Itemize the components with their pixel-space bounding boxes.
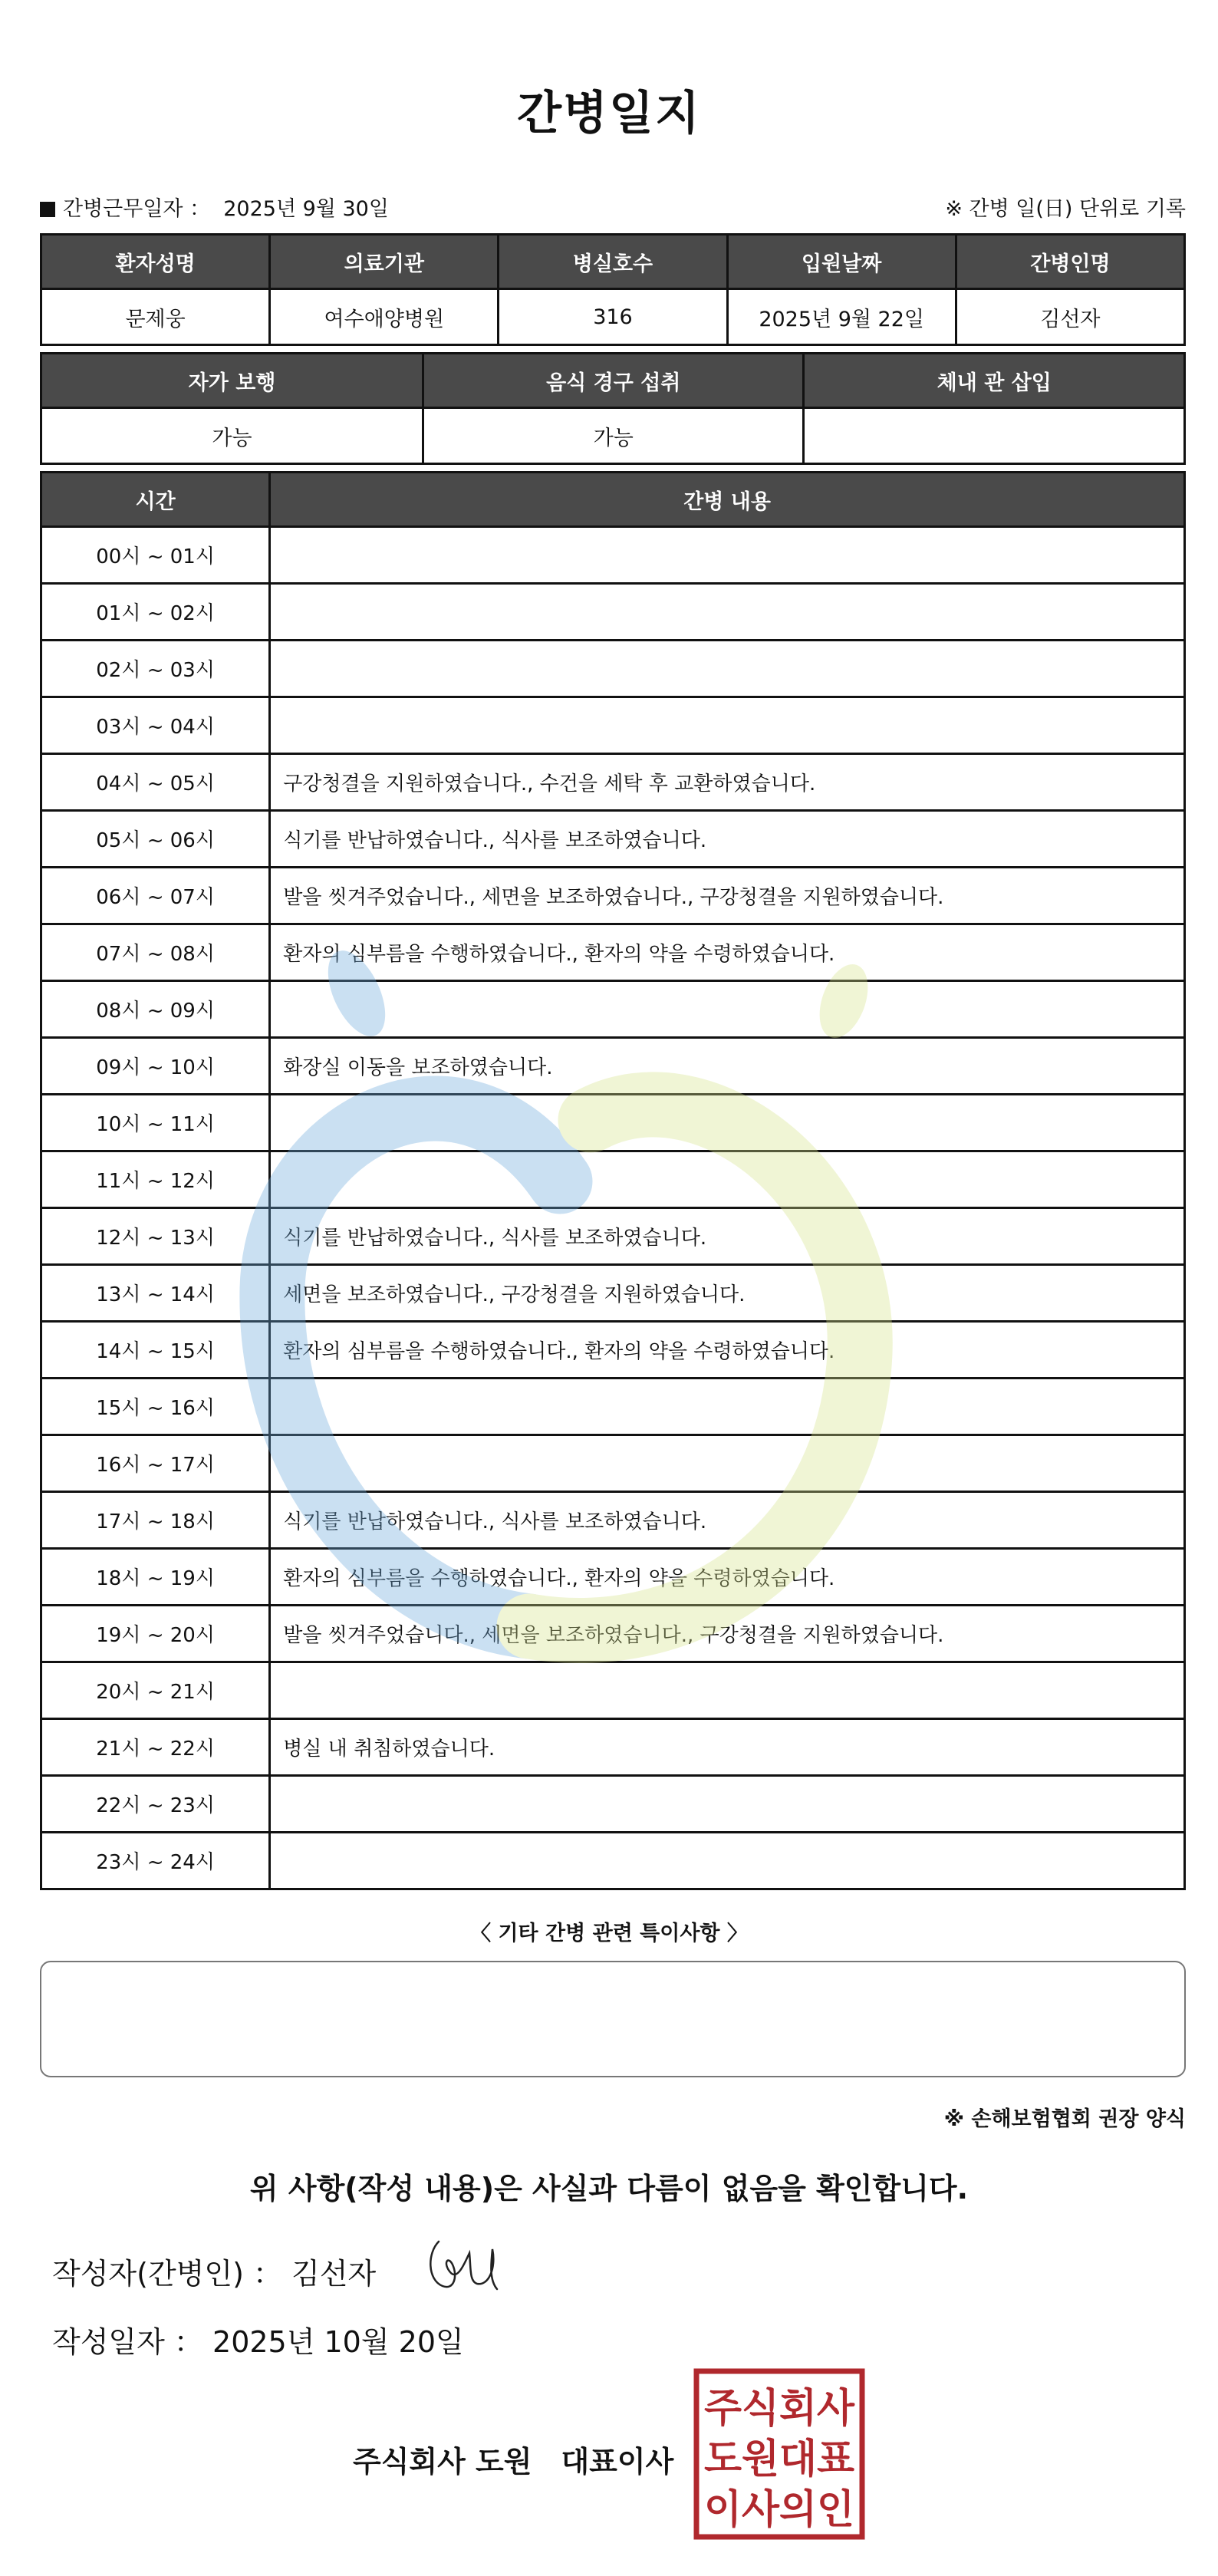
care-log-body: [41, 527, 1185, 1889]
care-content: 식기를 반납하였습니다., 식사를 보조하였습니다.: [270, 811, 1185, 868]
time-slot: 21시 ~ 22시: [41, 1719, 270, 1776]
care-content: 환자의 심부름을 수행하였습니다., 환자의 약을 수령하였습니다.: [270, 924, 1185, 981]
care-content: [270, 1662, 1185, 1719]
care-content: 발을 씻겨주었습니다., 세면을 보조하였습니다., 구강청결을 지원하였습니다.: [270, 868, 1185, 924]
care-content: 발을 씻겨주었습니다., 세면을 보조하였습니다., 구강청결을 지원하였습니다.: [270, 1606, 1185, 1662]
company-seal-stamp: [692, 2367, 867, 2541]
patient-status-table: [40, 352, 1186, 465]
work-date-label: 간병근무일자 ：: [63, 197, 211, 221]
table-row: [41, 754, 1185, 811]
signature-mark: [423, 2234, 508, 2295]
seal-line-3: 이사의인: [704, 2487, 854, 2533]
time-slot: 13시 ~ 14시: [41, 1265, 270, 1322]
time-slot: 23시 ~ 24시: [41, 1833, 270, 1889]
notes-title: 〈 기타 간병 관련 특이사항 〉: [470, 1922, 748, 1945]
care-content: [270, 1776, 1185, 1833]
table-row: [41, 1208, 1185, 1265]
care-log-table: [40, 471, 1186, 1890]
table-row: [41, 1435, 1185, 1492]
page-title: 간병일지: [517, 87, 701, 140]
table-row: [41, 811, 1185, 868]
care-content: 환자의 심부름을 수행하였습니다., 환자의 약을 수령하였습니다.: [270, 1322, 1185, 1379]
header-tube-insertion: 체내 관 삽입: [804, 354, 1185, 408]
time-slot: 00시 ~ 01시: [41, 527, 270, 584]
time-slot: 11시 ~ 12시: [41, 1151, 270, 1208]
square-bullet-icon: [40, 202, 55, 217]
care-content: 병실 내 취침하였습니다.: [270, 1719, 1185, 1776]
header-care-content: 간병 내용: [270, 473, 1185, 527]
care-content: 세면을 보조하였습니다., 구강청결을 지원하였습니다.: [270, 1265, 1185, 1322]
notes-box: [40, 1961, 1186, 2077]
oral-intake-value: 가능: [423, 408, 804, 464]
writer-name: 김선자: [291, 2257, 377, 2291]
table-row: [41, 1606, 1185, 1662]
time-slot: 03시 ~ 04시: [41, 697, 270, 754]
care-content: [270, 1151, 1185, 1208]
time-slot: 06시 ~ 07시: [41, 868, 270, 924]
care-content: [270, 1833, 1185, 1889]
table-row: [41, 584, 1185, 641]
table-row: [41, 1776, 1185, 1833]
table-row: [41, 1322, 1185, 1379]
table-row: [41, 924, 1185, 981]
record-note: ※ 간병 일(日) 단위로 기록: [945, 197, 1186, 221]
time-slot: 20시 ~ 21시: [41, 1662, 270, 1719]
time-slot: 07시 ~ 08시: [41, 924, 270, 981]
time-slot: 02시 ~ 03시: [41, 641, 270, 697]
header-self-walking: 자가 보행: [41, 354, 423, 408]
table-row: [41, 1265, 1185, 1322]
table-row: [41, 1379, 1185, 1435]
table-row: [41, 1833, 1185, 1889]
time-slot: 19시 ~ 20시: [41, 1606, 270, 1662]
table-row: [41, 1492, 1185, 1549]
table-row: [41, 641, 1185, 697]
time-slot: 08시 ~ 09시: [41, 981, 270, 1038]
table-row: [41, 1038, 1185, 1095]
confirmation-statement: 위 사항(작성 내용)은 사실과 다름이 없음을 확인합니다.: [249, 2172, 969, 2205]
patient-info-table: [40, 233, 1186, 346]
header-patient-name: 환자성명: [41, 235, 270, 289]
care-content: 화장실 이동을 보조하였습니다.: [270, 1038, 1185, 1095]
time-slot: 09시 ~ 10시: [41, 1038, 270, 1095]
time-slot: 14시 ~ 15시: [41, 1322, 270, 1379]
care-content: 환자의 심부름을 수행하였습니다., 환자의 약을 수령하였습니다.: [270, 1549, 1185, 1606]
tube-insertion-value: [804, 408, 1185, 464]
seal-line-1: 주식회사: [704, 2386, 855, 2432]
work-date: [40, 192, 389, 222]
table-row: [41, 1095, 1185, 1151]
table-row: [41, 1151, 1185, 1208]
header-hospital: 의료기관: [270, 235, 499, 289]
patient-name: 문제웅: [41, 289, 270, 345]
caregiver-name: 김선자: [956, 289, 1184, 345]
table-row: [41, 527, 1185, 584]
time-slot: 17시 ~ 18시: [41, 1492, 270, 1549]
table-row: [41, 1549, 1185, 1606]
header-oral-intake: 음식 경구 섭취: [423, 354, 804, 408]
hospital-name: 여수애양병원: [270, 289, 499, 345]
table-row: [41, 868, 1185, 924]
writer-label: 작성자(간병인) ：: [52, 2257, 282, 2291]
written-date-line: [52, 2318, 464, 2360]
seal-line-2: 도원대표: [704, 2436, 854, 2482]
company-representative: 주식회사 도원 대표이사: [353, 2445, 674, 2479]
header-room-number: 병실호수: [499, 235, 727, 289]
table-row: [41, 1719, 1185, 1776]
self-walking-value: 가능: [41, 408, 423, 464]
time-slot: 18시 ~ 19시: [41, 1549, 270, 1606]
time-slot: 05시 ~ 06시: [41, 811, 270, 868]
admission-date: 2025년 9월 22일: [727, 289, 956, 345]
care-content: [270, 1379, 1185, 1435]
care-content: [270, 1435, 1185, 1492]
care-content: [270, 527, 1185, 584]
time-slot: 22시 ~ 23시: [41, 1776, 270, 1833]
care-content: [270, 981, 1185, 1038]
care-content: 식기를 반납하였습니다., 식사를 보조하였습니다.: [270, 1492, 1185, 1549]
written-date-value: 2025년 10월 20일: [212, 2325, 464, 2359]
header-admission-date: 입원날짜: [727, 235, 956, 289]
time-slot: 12시 ~ 13시: [41, 1208, 270, 1265]
room-number: 316: [499, 289, 727, 345]
header-caregiver-name: 간병인명: [956, 235, 1184, 289]
table-row: [41, 1662, 1185, 1719]
care-content: 식기를 반납하였습니다., 식사를 보조하였습니다.: [270, 1208, 1185, 1265]
care-content: [270, 1095, 1185, 1151]
writer-line: [52, 2250, 376, 2292]
table-row: [41, 697, 1185, 754]
written-date-label: 작성일자 ：: [52, 2325, 203, 2359]
time-slot: 04시 ~ 05시: [41, 754, 270, 811]
form-source-note: ※ 손해보험협회 권장 양식: [943, 2107, 1186, 2131]
time-slot: 16시 ~ 17시: [41, 1435, 270, 1492]
care-content: 구강청결을 지원하였습니다., 수건을 세탁 후 교환하였습니다.: [270, 754, 1185, 811]
time-slot: 01시 ~ 02시: [41, 584, 270, 641]
table-row: [41, 981, 1185, 1038]
header-time: 시간: [41, 473, 270, 527]
care-content: [270, 584, 1185, 641]
care-content: [270, 641, 1185, 697]
work-date-value: 2025년 9월 30일: [223, 197, 389, 221]
time-slot: 15시 ~ 16시: [41, 1379, 270, 1435]
care-content: [270, 697, 1185, 754]
time-slot: 10시 ~ 11시: [41, 1095, 270, 1151]
